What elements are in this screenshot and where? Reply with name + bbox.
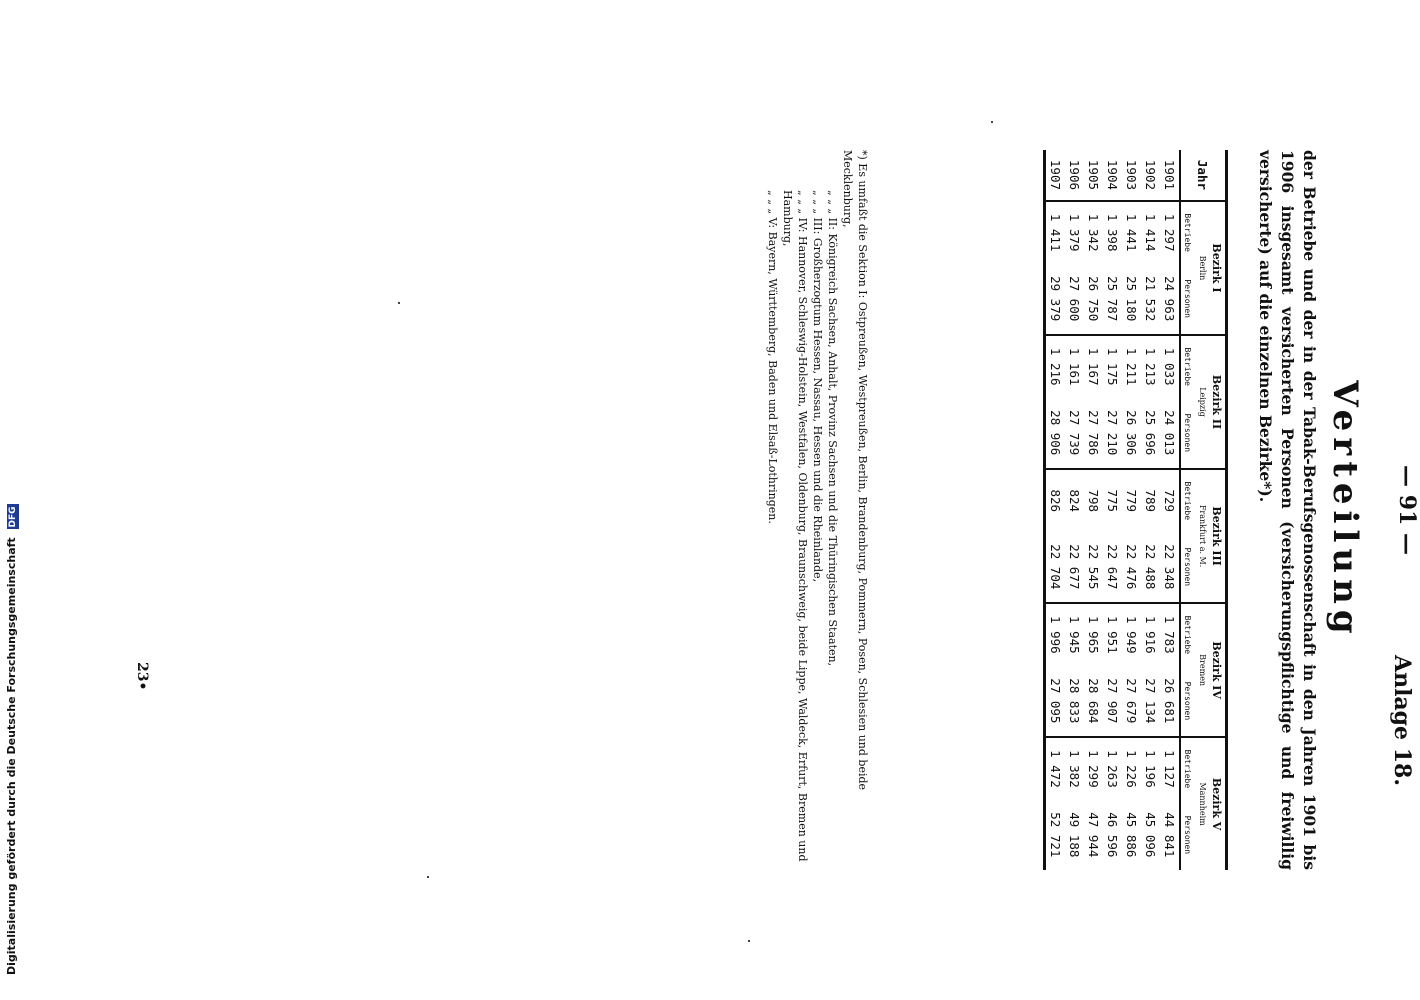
table-row — [1160, 150, 1180, 870]
footnote-line: „ „ „ II: Königreich Sachsen, Anhalt, Provinz Sachsen und die Thüringischen Staaten, — [826, 190, 839, 667]
personen-cell: 28 684 — [1086, 678, 1101, 724]
betriebe-cell: 1 299 — [1084, 737, 1103, 799]
betriebe-cell: 798 — [1084, 469, 1103, 531]
personen-cell: 26 750 — [1086, 276, 1101, 322]
betriebe-cell: 775 — [1103, 469, 1122, 531]
personen-cell: 45 886 — [1124, 812, 1139, 858]
personen-cell: 27 907 — [1105, 678, 1120, 724]
personen-cell: 26 306 — [1124, 410, 1139, 456]
personen-cell: 27 210 — [1105, 410, 1120, 456]
year-cell: 1905 — [1086, 159, 1101, 191]
betriebe-cell: 1 167 — [1084, 335, 1103, 397]
speck — [991, 121, 993, 123]
digitization-credit — [5, 504, 19, 975]
personen-cell: 22 348 — [1162, 544, 1177, 590]
personen-cell: 22 488 — [1143, 544, 1158, 590]
betriebe-cell: 1 382 — [1065, 737, 1084, 799]
betriebe-cell: 779 — [1122, 469, 1141, 531]
betriebe-cell: 1 263 — [1103, 737, 1122, 799]
col-personen: Personen — [1180, 263, 1194, 335]
betriebe-cell: 1 211 — [1122, 335, 1141, 397]
personen-cell: 27 095 — [1045, 666, 1066, 738]
bezirk-header: Bezirk II Leipzig — [1194, 335, 1227, 469]
betriebe-cell: 1 414 — [1141, 201, 1160, 263]
col-betriebe: Betriebe — [1180, 201, 1194, 263]
betriebe-cell: 1 411 — [1045, 201, 1066, 263]
footnote-line: „ „ „ III: Großherzogtum Hessen, Nassau, Hessen und die Rheinlande, — [811, 190, 824, 583]
personen-cell: 26 681 — [1162, 678, 1177, 724]
betriebe-cell: 1 949 — [1122, 603, 1141, 665]
personen-cell: 24 013 — [1162, 410, 1177, 456]
betriebe-cell: 824 — [1065, 469, 1084, 531]
year-cell: 1906 — [1067, 159, 1082, 191]
betriebe-cell: 1 945 — [1065, 603, 1084, 665]
personen-cell: 52 721 — [1045, 800, 1066, 870]
personen-cell: 25 787 — [1105, 276, 1120, 322]
personen-cell: 29 379 — [1045, 263, 1066, 335]
personen-cell: 49 188 — [1067, 812, 1082, 858]
page-title: Verteilung — [1325, 380, 1365, 640]
table-row — [1141, 150, 1160, 870]
page-number: — 91 — — [1394, 465, 1420, 555]
col-betriebe: Betriebe — [1180, 603, 1194, 665]
betriebe-cell: 826 — [1045, 469, 1066, 531]
personen-cell: 27 679 — [1124, 678, 1139, 724]
table-row — [1084, 150, 1103, 870]
personen-cell: 22 545 — [1086, 544, 1101, 590]
col-betriebe: Betriebe — [1180, 469, 1194, 531]
personen-cell: 25 180 — [1124, 276, 1139, 322]
betriebe-cell: 789 — [1141, 469, 1160, 531]
personen-cell: 44 841 — [1162, 812, 1177, 858]
page-mark: 23• — [134, 662, 150, 691]
col-personen: Personen — [1180, 532, 1194, 604]
betriebe-cell: 1 127 — [1160, 737, 1180, 799]
betriebe-cell: 1 226 — [1122, 737, 1141, 799]
betriebe-cell: 1 996 — [1045, 603, 1066, 665]
betriebe-cell: 1 472 — [1045, 737, 1066, 799]
rotated-content — [520, 150, 1420, 870]
personen-cell: 46 596 — [1105, 812, 1120, 858]
betriebe-cell: 1 379 — [1065, 201, 1084, 263]
personen-cell: 28 833 — [1067, 678, 1082, 724]
speck — [398, 302, 400, 304]
personen-cell: 27 600 — [1067, 276, 1082, 322]
year-cell: 1901 — [1162, 159, 1177, 191]
personen-cell: 22 677 — [1067, 544, 1082, 590]
personen-cell: 47 944 — [1086, 812, 1101, 858]
bezirk-header: Bezirk V Mannheim — [1194, 737, 1227, 870]
year-cell: 1907 — [1045, 150, 1066, 201]
col-personen: Personen — [1180, 666, 1194, 738]
footnote-line: *) Es umfaßt die Sektion I: Ostpreußen, Westpreußen, Berlin, Brandenburg, Pommern, Posen, Schlesien und beide Mecklenburg, — [841, 150, 869, 791]
footnote-line: „ „ „ V: Bayern, Württemberg, Baden und Elsaß-Lothringen. — [766, 190, 779, 524]
betriebe-cell: 1 033 — [1160, 335, 1180, 397]
personen-cell: 25 696 — [1143, 410, 1158, 456]
betriebe-cell: 1 216 — [1045, 335, 1066, 397]
betriebe-cell: 1 213 — [1141, 335, 1160, 397]
personen-cell: 22 704 — [1045, 532, 1066, 604]
personen-cell: 27 786 — [1086, 410, 1101, 456]
table-row — [1122, 150, 1141, 870]
betriebe-cell: 1 297 — [1160, 201, 1180, 263]
col-personen: Personen — [1180, 397, 1194, 469]
betriebe-cell: 1 196 — [1141, 737, 1160, 799]
table-row — [1045, 150, 1066, 870]
dfg-logo: DFG — [8, 506, 18, 528]
speck — [748, 940, 750, 942]
page-subtitle: der Betriebe und der in der Tabak-Berufsgenossenschaft in den Jahren 1901 bis 1906 insgesamt versicherten Personen (versicherungspflichtige und freiwillig versicherte) auf die einzelnen Bezirke*). — [1256, 150, 1319, 870]
table-row — [1103, 150, 1122, 870]
distribution-table — [1043, 150, 1228, 870]
bezirk-header: Bezirk III Frankfurt a. M. — [1194, 469, 1227, 603]
col-betriebe: Betriebe — [1180, 737, 1194, 799]
year-header: Jahr — [1180, 150, 1227, 201]
personen-cell: 22 476 — [1124, 544, 1139, 590]
betriebe-cell: 1 342 — [1084, 201, 1103, 263]
bezirk-header: Bezirk I Berlin — [1194, 201, 1227, 335]
personen-cell: 27 134 — [1143, 678, 1158, 724]
betriebe-cell: 1 951 — [1103, 603, 1122, 665]
betriebe-cell: 729 — [1160, 469, 1180, 531]
betriebe-cell: 1 965 — [1084, 603, 1103, 665]
year-cell: 1903 — [1124, 159, 1139, 191]
betriebe-cell: 1 398 — [1103, 201, 1122, 263]
personen-cell: 45 096 — [1143, 812, 1158, 858]
footnote-line: „ „ „ IV: Hannover, Schleswig-Holstein, Westfalen, Oldenburg, Braunschweig, beide Lippe, Waldeck, Erfurt, Bremen und Hamburg, — [781, 190, 809, 862]
personen-cell: 28 906 — [1045, 397, 1066, 469]
year-cell: 1902 — [1143, 159, 1158, 191]
col-personen: Personen — [1180, 800, 1194, 870]
personen-cell: 27 739 — [1067, 410, 1082, 456]
betriebe-cell: 1 783 — [1160, 603, 1180, 665]
bezirk-header: Bezirk IV Bremen — [1194, 603, 1227, 737]
anlage-label: Anlage 18. — [1389, 655, 1415, 786]
betriebe-cell: 1 175 — [1103, 335, 1122, 397]
footnotes — [765, 150, 870, 870]
credit-text: Digitalisierung gefördert durch die Deutsche Forschungsgemeinschaft — [5, 537, 18, 975]
personen-cell: 21 532 — [1143, 276, 1158, 322]
table-row — [1065, 150, 1084, 870]
betriebe-cell: 1 916 — [1141, 603, 1160, 665]
betriebe-cell: 1 441 — [1122, 201, 1141, 263]
year-cell: 1904 — [1105, 159, 1120, 191]
col-betriebe: Betriebe — [1180, 335, 1194, 397]
speck — [427, 876, 429, 878]
betriebe-cell: 1 161 — [1065, 335, 1084, 397]
personen-cell: 22 647 — [1105, 544, 1120, 590]
personen-cell: 24 963 — [1162, 276, 1177, 322]
